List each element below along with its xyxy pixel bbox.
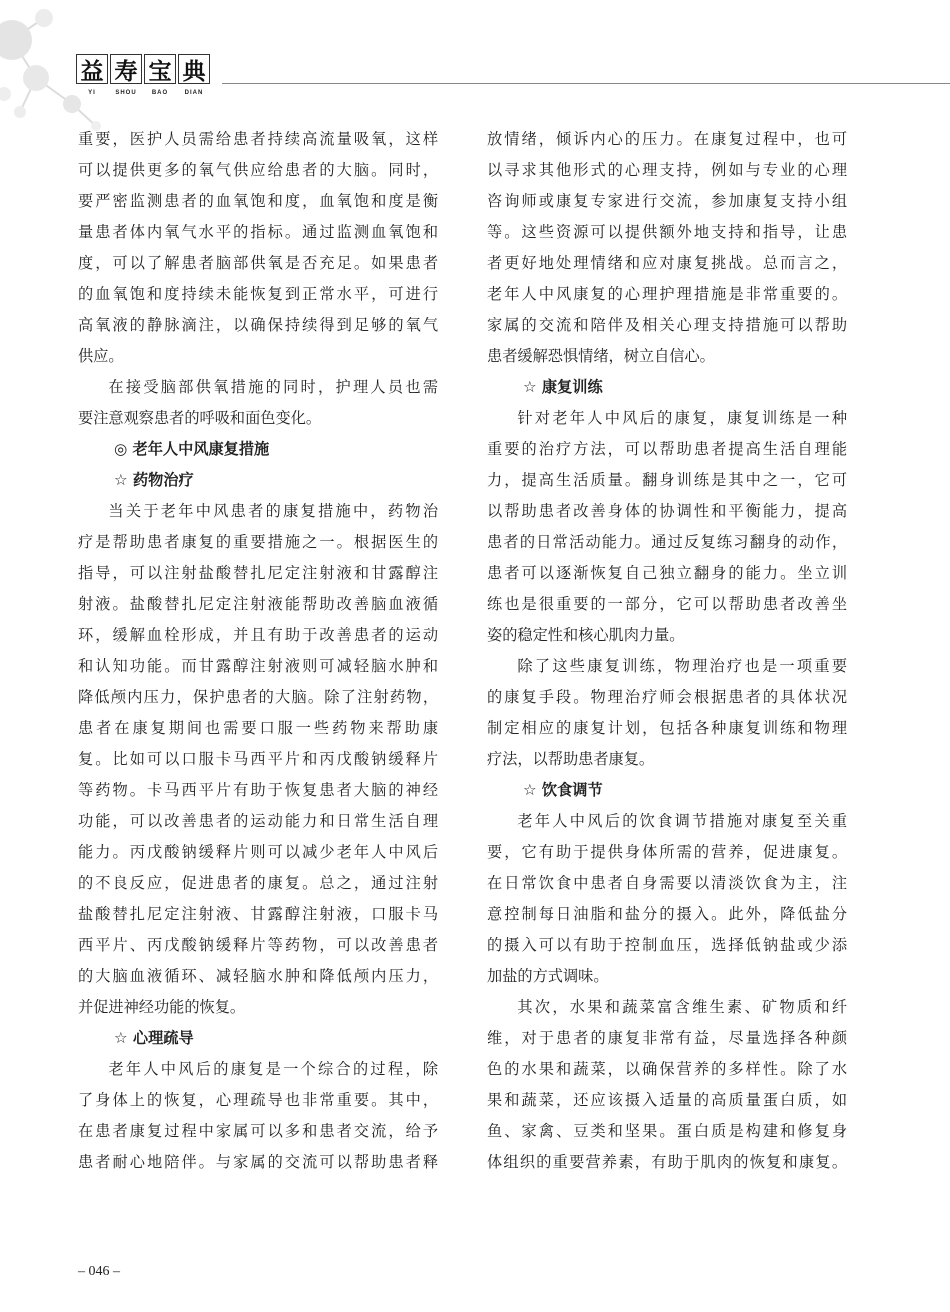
text-line: 当关于老年中风患者的康复措施中，药物治: [108, 502, 438, 520]
text-line: 等。这些资源可以提供额外地支持和指导，让患: [487, 223, 847, 241]
text-line: 其次，水果和蔬菜富含维生素、矿物质和纤: [517, 998, 847, 1016]
subsection-heading: ☆ 康复训练: [523, 378, 603, 396]
text-line: 老年人中风后的饮食调节措施对康复至关重: [517, 812, 847, 830]
pinyin-label: BAO: [151, 90, 169, 96]
text-line: 重要的治疗方法，可以帮助患者提高生活自理能: [487, 440, 847, 458]
text-line: 高氧液的静脉滴注，以确保持续得到足够的氧气: [78, 316, 438, 334]
text-line: 量患者体内氧气水平的指标。通过监测血氧饱和: [78, 223, 438, 241]
text-line: 家属的交流和陪伴及相关心理支持措施可以帮助: [487, 316, 847, 334]
paragraph: [487, 806, 847, 992]
text-line: 的摄入可以有助于控制血压，选择低钠盐或少添: [487, 936, 847, 954]
text-line: 体组织的重要营养素，有助于肌肉的恢复和康复。: [487, 1153, 847, 1171]
text-line: 在患者康复过程中家属可以多和患者交流，给予: [78, 1122, 438, 1140]
text-line: 咨询师或康复专家进行交流，参加康复支持小组: [487, 192, 847, 210]
text-line: 并促进神经功能的恢复。: [78, 998, 246, 1016]
text-line: 要严密监测患者的血氧饱和度，血氧饱和度是衡: [78, 192, 438, 210]
page-number: – 046 –: [78, 1264, 120, 1279]
text-line: 针对老年人中风后的康复，康复训练是一种: [517, 409, 847, 427]
text-line: 色的水果和蔬菜，以确保营养的多样性。除了水: [487, 1060, 847, 1078]
pinyin-label: SHOU: [115, 90, 137, 96]
text-line: 盐酸替扎尼定注射液、甘露醇注射液，口服卡马: [78, 905, 438, 923]
magazine-header: [76, 54, 210, 96]
text-line: 了身体上的恢复，心理疏导也非常重要。其中，: [78, 1091, 438, 1109]
text-line: 的大脑血液循环、减轻脑水肿和降低颅内压力，: [78, 967, 438, 985]
text-line: 姿的稳定性和核心肌肉力量。: [487, 626, 685, 644]
right-column: [487, 124, 847, 1178]
text-line: 环，缓解血栓形成，并且有助于改善患者的运动: [78, 626, 438, 644]
logo-pinyin: [76, 90, 210, 96]
paragraph: [78, 124, 438, 372]
text-line: 度，可以了解患者脑部供氧是否充足。如果患者: [78, 254, 438, 272]
logo-char: 典: [178, 54, 210, 84]
paragraph: [487, 651, 847, 775]
text-line: 和认知功能。而甘露醇注射液则可减轻脑水肿和: [78, 657, 438, 675]
text-line: 供应。: [78, 347, 124, 365]
text-line: 的血氧饱和度持续未能恢复到正常水平，可进行: [78, 285, 438, 303]
text-line: 可以提供更多的氧气供应给患者的大脑。同时，: [78, 161, 438, 179]
text-line: 在接受脑部供氧措施的同时，护理人员也需: [108, 378, 438, 396]
text-line: 老年人中风康复的心理护理措施是非常重要的。: [487, 285, 847, 303]
text-line: 复。比如可以口服卡马西平片和丙戊酸钠缓释片: [78, 750, 438, 768]
text-line: 疗是帮助患者康复的重要措施之一。根据医生的: [78, 533, 438, 551]
text-line: 功能，可以改善患者的运动能力和日常生活自理: [78, 812, 438, 830]
text-line: 患者的日常活动能力。通过反复练习翻身的动作，: [487, 533, 847, 551]
text-line: 的不良反应，促进患者的康复。总之，通过注射: [78, 874, 438, 892]
logo-char: 宝: [144, 54, 176, 84]
text-line: 练也是很重要的一部分，它可以帮助患者改善坐: [487, 595, 847, 613]
text-line: 要，它有助于提供身体所需的营养，促进康复。: [487, 843, 847, 861]
logo-char: 益: [76, 54, 108, 84]
text-line: 维，对于患者的康复非常有益，尽量选择各种颜: [487, 1029, 847, 1047]
text-line: 能力。丙戊酸钠缓释片则可以减少老年人中风后: [78, 843, 438, 861]
text-line: 患者可以逐渐恢复自己独立翻身的能力。坐立训: [487, 564, 847, 582]
paragraph: [487, 992, 847, 1178]
text-line: 射液。盐酸替扎尼定注射液能帮助改善脑血液循: [78, 595, 438, 613]
subsection-heading: ☆ 药物治疗: [114, 471, 194, 489]
paragraph: [78, 1054, 438, 1178]
left-column: [78, 124, 438, 1178]
text-line: 加盐的方式调味。: [487, 967, 609, 985]
text-line: 疗法，以帮助患者康复。: [487, 750, 655, 768]
text-line: 等药物。卡马西平片有助于恢复患者大脑的神经: [78, 781, 438, 799]
paragraph: [78, 372, 438, 434]
paragraph: [487, 124, 847, 372]
logo-char: 寿: [110, 54, 142, 84]
text-line: 患者缓解恐惧情绪，树立自信心。: [487, 347, 715, 365]
text-line: 指导，可以注射盐酸替扎尼定注射液和甘露醇注: [78, 564, 438, 582]
text-line: 力，提高生活质量。翻身训练是其中之一，它可: [487, 471, 847, 489]
paragraph: [487, 403, 847, 651]
text-line: 西平片、丙戊酸钠缓释片等药物，可以改善患者: [78, 936, 438, 954]
section-heading: ◎ 老年人中风康复措施: [114, 440, 270, 458]
subsection-heading: ☆ 饮食调节: [523, 781, 603, 799]
text-line: 放情绪，倾诉内心的压力。在康复过程中，也可: [487, 130, 847, 148]
text-line: 以寻求其他形式的心理支持，例如与专业的心理: [487, 161, 847, 179]
text-line: 果和蔬菜，还应该摄入适量的高质量蛋白质，如: [487, 1091, 847, 1109]
text-line: 的康复手段。物理治疗师会根据患者的具体状况: [487, 688, 847, 706]
pinyin-label: DIAN: [184, 90, 204, 96]
text-line: 除了这些康复训练，物理治疗也是一项重要: [517, 657, 847, 675]
subsection-heading: ☆ 心理疏导: [114, 1029, 194, 1047]
text-line: 以帮助患者改善身体的协调性和平衡能力，提高: [487, 502, 847, 520]
text-line: 患者在康复期间也需要口服一些药物来帮助康: [78, 719, 438, 737]
pinyin-label: YI: [88, 90, 96, 96]
header-rule: [222, 83, 950, 84]
text-line: 重要，医护人员需给患者持续高流量吸氧，这样: [78, 130, 438, 148]
text-line: 意控制每日油脂和盐分的摄入。此外，降低盐分: [487, 905, 847, 923]
text-line: 要注意观察患者的呼吸和面色变化。: [78, 409, 321, 427]
paragraph: [78, 496, 438, 1023]
text-line: 在日常饮食中患者自身需要以清淡饮食为主，注: [487, 874, 847, 892]
text-line: 者更好地处理情绪和应对康复挑战。总而言之，: [487, 254, 847, 272]
text-line: 鱼、家禽、豆类和坚果。蛋白质是构建和修复身: [487, 1122, 847, 1140]
text-line: 患者耐心地陪伴。与家属的交流可以帮助患者释: [78, 1153, 438, 1171]
magazine-logo: [76, 54, 210, 84]
text-line: 老年人中风后的康复是一个综合的过程，除: [108, 1060, 438, 1078]
text-line: 降低颅内压力，保护患者的大脑。除了注射药物，: [78, 688, 438, 706]
text-line: 制定相应的康复计划，包括各种康复训练和物理: [487, 719, 847, 737]
